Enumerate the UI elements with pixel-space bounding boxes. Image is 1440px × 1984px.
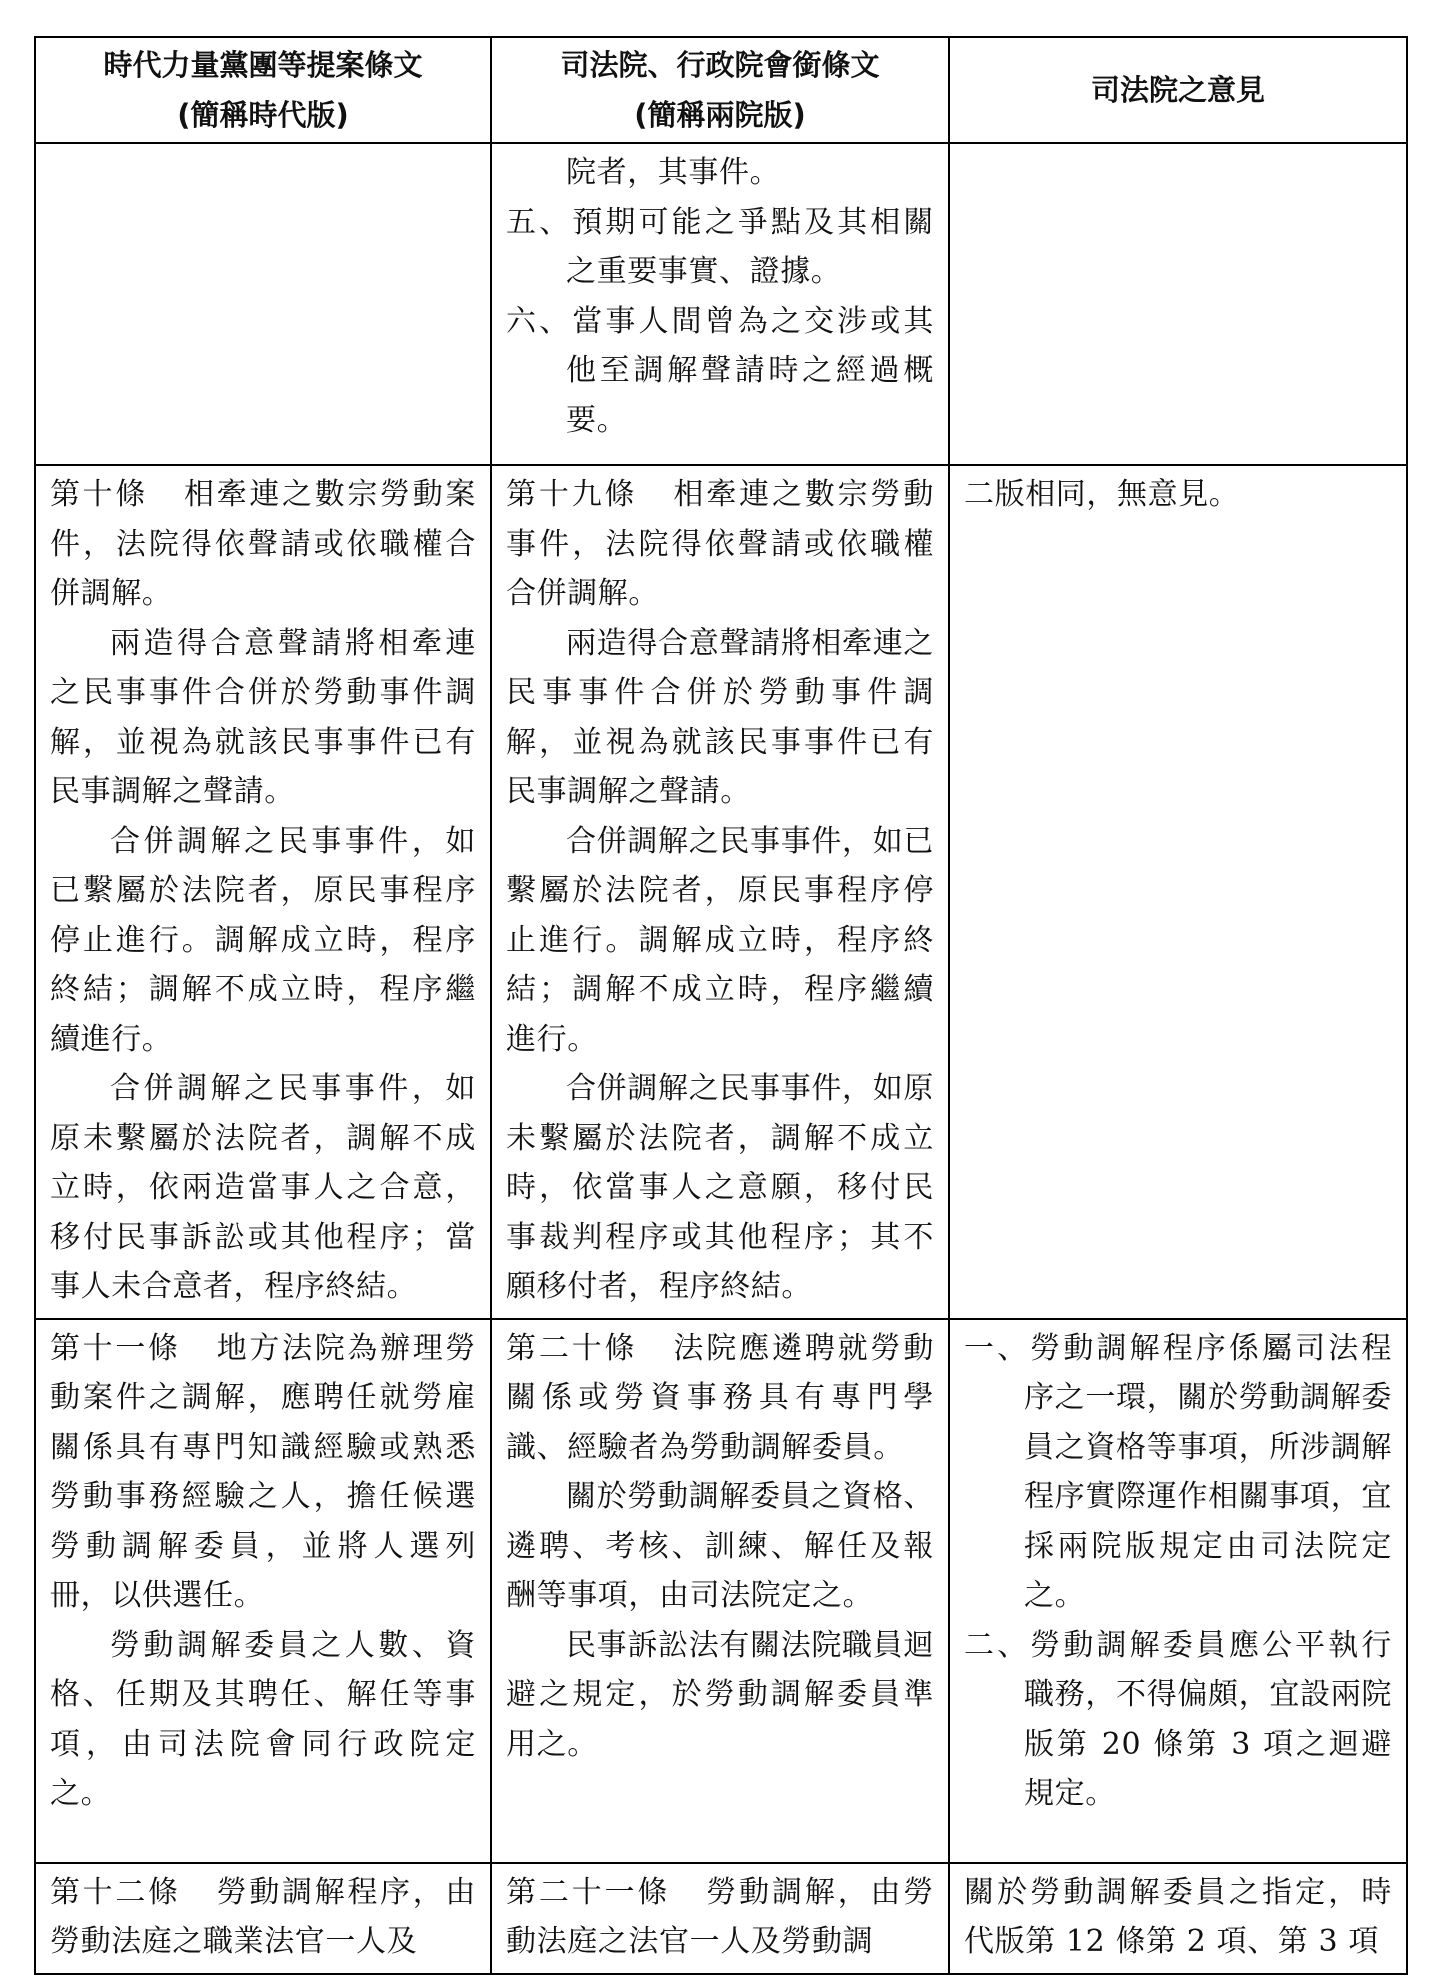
row1-col2-para1: [506, 470, 934, 619]
row1-col1: [35, 465, 491, 1319]
row1-col1-para4: 合併調解之民事事件，如原未繫屬於法院者，調解不成立時，依兩造當事人之合意，移付民事訴訟或其他程序；當事人未合意者，程序終結。: [50, 1071, 476, 1304]
article-number: 第十九條: [506, 477, 638, 512]
row1-col1-para1: [50, 470, 476, 619]
row0-col1: [35, 143, 491, 465]
row1-col2-para4: 合併調解之民事事件，如原未繫屬於法院者，調解不成立時，依當事人之意願，移付民事裁判程序或其他程序；其不願移付者，程序終結。: [506, 1071, 934, 1304]
row1-col1-para3: 合併調解之民事事件，如已繫屬於法院者，原民事程序停止進行。調解成立時，程序終結；調解不成立時，程序繼續進行。: [50, 823, 476, 1057]
header-col2-line1: 司法院、行政院會銜條文: [560, 48, 880, 82]
article-number: 第十一條: [50, 1330, 181, 1366]
row2-col3-item1: 一、勞動調解程序係屬司法程序之一環，關於勞動調解委員之資格等事項，所涉調解程序實際運作相關事項，宜採兩院版規定由司法院定之。: [964, 1330, 1392, 1613]
header-time-power-version: [35, 37, 491, 143]
row2-col2-para1: [506, 1324, 934, 1473]
row1-col3-opinion: 二版相同，無意見。: [964, 477, 1240, 512]
row1-col3: [949, 465, 1407, 1319]
row2-col2: [491, 1319, 949, 1863]
row0-col2: [491, 143, 949, 465]
table-header-row: [35, 37, 1407, 143]
header-col1-line2: (簡稱時代版): [177, 98, 349, 132]
row2-col3-item2: 二、勞動調解委員應公平執行職務，不得偏頗，宜設兩院版第 20 條第 3 項之迴避規定。: [964, 1627, 1392, 1811]
article-text: 法院應遴聘就勞動關係或勞資事務具有專門學識、經驗者為勞動調解委員。: [506, 1330, 934, 1465]
article-number: 第十二條: [50, 1874, 181, 1910]
row2-col1-para1: [50, 1324, 476, 1621]
table-row: [35, 1863, 1407, 1974]
row3-col1-para1: [50, 1868, 476, 1967]
row0-col2-item6: 六、當事人間曾為之交涉或其他至調解聲請時之經過概要。: [506, 303, 934, 438]
row2-col3: [949, 1319, 1407, 1863]
row1-col1-para2: 兩造得合意聲請將相牽連之民事事件合併於勞動事件調解，並視為就該民事事件已有民事調解之聲請。: [50, 625, 476, 809]
row3-col3-opinion: 關於勞動調解委員之指定，時代版第 12 條第 2 項、第 3 項: [964, 1874, 1392, 1959]
row0-col2-item5: 五、預期可能之爭點及其相關之重要事實、證據。: [506, 204, 934, 289]
comparison-table: [34, 36, 1408, 1975]
article-number: 第二十條: [506, 1330, 638, 1366]
article-number: 第十條: [50, 477, 149, 512]
table-row: [35, 143, 1407, 465]
article-text: 相牽連之數宗勞動事件，法院得依聲請或依職權合併調解。: [506, 477, 934, 611]
header-judicial-opinion: [949, 37, 1407, 143]
row3-col2: [491, 1863, 949, 1974]
row1-col2-para2: 兩造得合意聲請將相牽連之民事事件合併於勞動事件調解，並視為就該民事事件已有民事調解之聲請。: [506, 625, 934, 809]
table-row: [35, 465, 1407, 1319]
row2-col1-para2: 勞動調解委員之人數、資格、任期及其聘任、解任等事項，由司法院會同行政院定之。: [50, 1627, 476, 1811]
header-col2-line2: (簡稱兩院版): [634, 98, 806, 132]
row2-col2-para3: 民事訴訟法有關法院職員迴避之規定，於勞動調解委員準用之。: [506, 1627, 934, 1762]
row3-col2-para1: [506, 1868, 934, 1967]
row3-col3: [949, 1863, 1407, 1974]
article-text: 地方法院為辦理勞動案件之調解，應聘任就勞雇關係具有專門知識經驗或熟悉勞動事務經驗之人，擔任候選勞動調解委員，並將人選列冊，以供選任。: [50, 1330, 476, 1613]
table-row: [35, 1319, 1407, 1863]
article-text: 勞動調解程序，由勞動法庭之職業法官一人及: [50, 1874, 476, 1959]
article-text: 勞動調解，由勞動法庭之法官一人及勞動調: [506, 1874, 935, 1959]
row3-col1: [35, 1863, 491, 1974]
row2-col2-para2: 關於勞動調解委員之資格、遴聘、考核、訓練、解任及報酬等事項，由司法院定之。: [506, 1479, 934, 1613]
row0-col2-continuation: 院者，其事件。: [566, 155, 781, 190]
header-col3: 司法院之意見: [1090, 73, 1265, 107]
row1-col2: [491, 465, 949, 1319]
row2-col1: [35, 1319, 491, 1863]
article-text: 相牽連之數宗勞動案件，法院得依聲請或依職權合併調解。: [50, 477, 476, 611]
row1-col2-para3: 合併調解之民事事件，如已繫屬於法院者，原民事程序停止進行。調解成立時，程序終結；調解不成立時，程序繼續進行。: [506, 823, 934, 1057]
article-number: 第二十一條: [506, 1874, 671, 1910]
row0-col3: [949, 143, 1407, 465]
header-col1-line1: 時代力量黨團等提案條文: [103, 48, 423, 82]
header-two-yuan-version: [491, 37, 949, 143]
